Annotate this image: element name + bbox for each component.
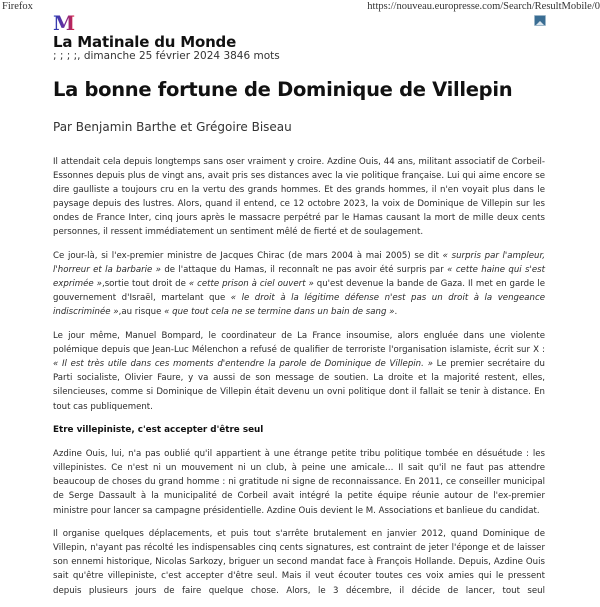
text: de l'attaque du Hamas, il reconnaît ne pas avoir été surpris par: [160, 265, 448, 276]
browser-name: Firefox: [2, 1, 33, 12]
text: .: [394, 307, 398, 318]
quote: « cette haine qui s'est exprimée »: [53, 265, 545, 290]
article-title: La bonne fortune de Dominique de Villepin: [53, 78, 513, 101]
text: Le premier secrétaire du Parti socialiste, Olivier Faure, y va aussi de son message de soutien. La droite et la majorité restent, elles, silencieuses, comme si Dominique de Villepin était devenu un ovni politique dont il fallait se tenir à distance. En tout cas publiquement.: [53, 359, 545, 412]
paragraph-3: [53, 329, 545, 414]
article-body: [53, 155, 545, 607]
browser-title-bar: [0, 0, 600, 14]
paragraph-5: Il organise quelques déplacements, et puis tout s'arrête brutalement en janvier 2012, quand Dominique de Villepin, n'ayant pas récolté les indispensables cinq cents signatures, est contraint de jeter l'éponge et de laisser son ennemi historique, Nicolas Sarkozy, briguer un second mandat face à François Hollande. Depuis, Azdine Ouis sait qu'être villepiniste, c'est accepter d'être seul. Mais il veut écouter toutes ces voix amies qui le pressent depuis plusieurs jours de faire quelque chose. Alors, le 3 décembre, il décide de lancer, tout seul: [53, 529, 545, 596]
page-url: https://nouveau.europresse.com/Search/ResultMobile/0: [367, 1, 600, 12]
paragraph-1: Il attendait cela depuis longtemps sans oser vraiment y croire. Azdine Ouis, 44 ans, militant associatif de Corbeil-Essonnes depuis plus de vingt ans, avait pris ses distances avec la vie politique française. Lui qui aime encore se dire gaulliste a toujours cru en la vertu des grands hommes. Et des grands hommes, il n'en voyait plus dans le paysage depuis des lustres. Alors, quand il entend, ce 12 octobre 2023, la voix de Dominique de Villepin sur les ondes de France Inter, cinq jours après le massacre perpétré par le Hamas causant la mort de mille deux cents personnes, il ressent immédiatement un sentiment mêlé de fierté et de soulagement.: [53, 157, 545, 238]
quote: « le droit à la légitime défense n'est pas un droit à la vengeance indiscriminée »: [53, 293, 545, 318]
publication-name: La Matinale du Monde: [53, 33, 237, 51]
quote: « cette prison à ciel ouvert »: [188, 279, 314, 290]
text: Le jour même, Manuel Bompard, le coordinateur de La France insoumise, alors engluée dans une violente polémique depuis que Jean-Luc Mélenchon a refusé de qualifier de terroriste l'organisation islamiste, écrit sur X :: [53, 331, 545, 356]
le-monde-logo: M: [53, 11, 76, 35]
article-meta: ; ; ; ;, dimanche 25 février 2024 3846 mots: [53, 50, 280, 62]
article-byline: Par Benjamin Barthe et Grégoire Biseau: [53, 120, 292, 134]
paragraph-4: Azdine Ouis, lui, n'a pas oublié qu'il appartient à une étrange petite tribu politique tombée en désuétude : les villepinistes. Ce n'est ni un mouvement ni un club, à peine une amicale… Il sait qu'il ne faut pas attendre beaucoup de choses du grand homme : ni gratitude ni signe de reconnaissance. En 2011, ce conseiller municipal de Serge Dassault à la municipalité de Corbeil avait intégré la petite équipe réunie autour de l'ex-premier ministre pour lancer sa campagne présidentielle. Azdine Ouis devient le M. Associations et banlieue du candidat.: [53, 449, 545, 516]
article-subheading: Etre villepiniste, c'est accepter d'être seul: [53, 425, 264, 436]
quote: « surpris par l'ampleur, l'horreur et la barbarie »: [53, 251, 545, 276]
quote: « que tout cela ne se termine dans un bain de sang »: [164, 307, 395, 318]
image-icon[interactable]: [534, 15, 546, 26]
paragraph-2: [53, 249, 545, 319]
quote: « Il est très utile dans ces moments d'entendre la parole de Dominique de Villepin. »: [53, 359, 433, 370]
text: Ce jour-là, si l'ex-premier ministre de Jacques Chirac (de mars 2004 à mai 2005) se dit: [53, 251, 443, 262]
text: ,sortie tout droit de: [101, 279, 189, 290]
text: ,au risque: [118, 307, 165, 318]
text: qu'est devenue la bande de Gaza. Il met en garde le gouvernement d'Israël, martelant que: [53, 279, 545, 304]
